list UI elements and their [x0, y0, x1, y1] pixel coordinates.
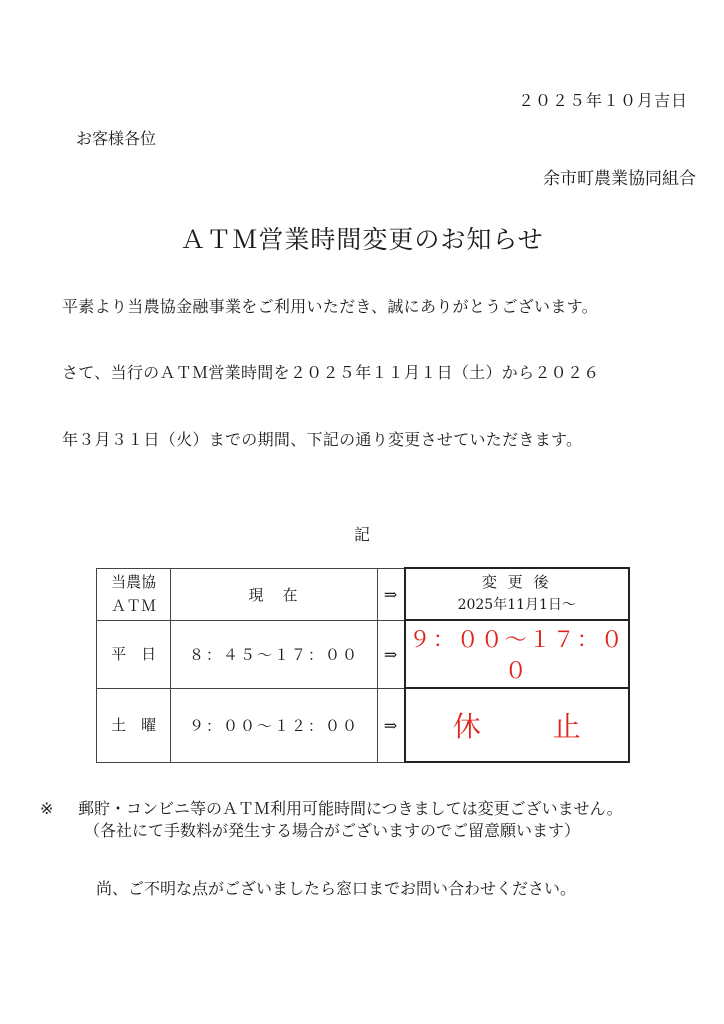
addressee: お客様各位	[76, 129, 157, 148]
row-new-hours: 休 止	[452, 710, 603, 743]
row-day: 土 曜	[97, 688, 171, 762]
notice-date: ２０２５年１０月吉日	[517, 91, 688, 110]
note-line-2: （各社にて手数料が発生する場合がございますのでご留意願います）	[84, 821, 581, 840]
table-header-row	[97, 568, 630, 620]
arrow-icon: ⇒	[377, 620, 404, 688]
ki-heading: 記	[353, 525, 370, 544]
table-row	[97, 688, 630, 762]
arrow-icon: ⇒	[377, 568, 404, 620]
notice-title: ＡＴＭ営業時間変更のお知らせ	[180, 225, 544, 254]
header-label-line-2: ＡＴＭ	[111, 597, 157, 615]
announcement-line-1: さて、当行のＡＴＭ営業時間を２０２５年１１月１日（土）から２０２６	[62, 363, 600, 382]
header-current: 現 在	[171, 568, 377, 620]
reference-mark-icon: ※	[40, 799, 54, 818]
row-new-hours: ９：００～１７：００	[408, 628, 625, 684]
row-new-cell	[405, 620, 630, 688]
announcement-line-2: 年３月３１日（火）までの期間、下記の通り変更させていただきます。	[62, 430, 583, 449]
greeting-paragraph: 平素より当農協金融事業をご利用いただき、誠にありがとうございます。	[62, 297, 598, 316]
row-day: 平 日	[97, 620, 171, 688]
header-label-cell	[97, 568, 171, 620]
header-label-line-1: 当農協	[111, 573, 157, 591]
table-row	[97, 620, 630, 688]
atm-hours-table	[96, 567, 630, 763]
arrow-icon: ⇒	[377, 688, 404, 762]
note-text-1: 郵貯・コンビニ等のＡＴＭ利用可能時間につきましては変更ございません。	[78, 799, 623, 818]
row-current-hours: ９：００～１２：００	[171, 688, 377, 762]
row-new-cell	[405, 688, 630, 762]
sender-organization: 余市町農業協同組合	[543, 169, 696, 189]
closing-paragraph: 尚、ご不明な点がございましたら窓口までお問い合わせください。	[96, 879, 577, 898]
row-current-hours: ８：４５～１７：００	[171, 620, 377, 688]
note-line-1	[40, 796, 623, 819]
header-new-line-1: 変 更 後	[481, 573, 552, 591]
header-new-line-2: 2025年11月1日～	[457, 597, 576, 613]
header-new-cell	[405, 568, 630, 620]
